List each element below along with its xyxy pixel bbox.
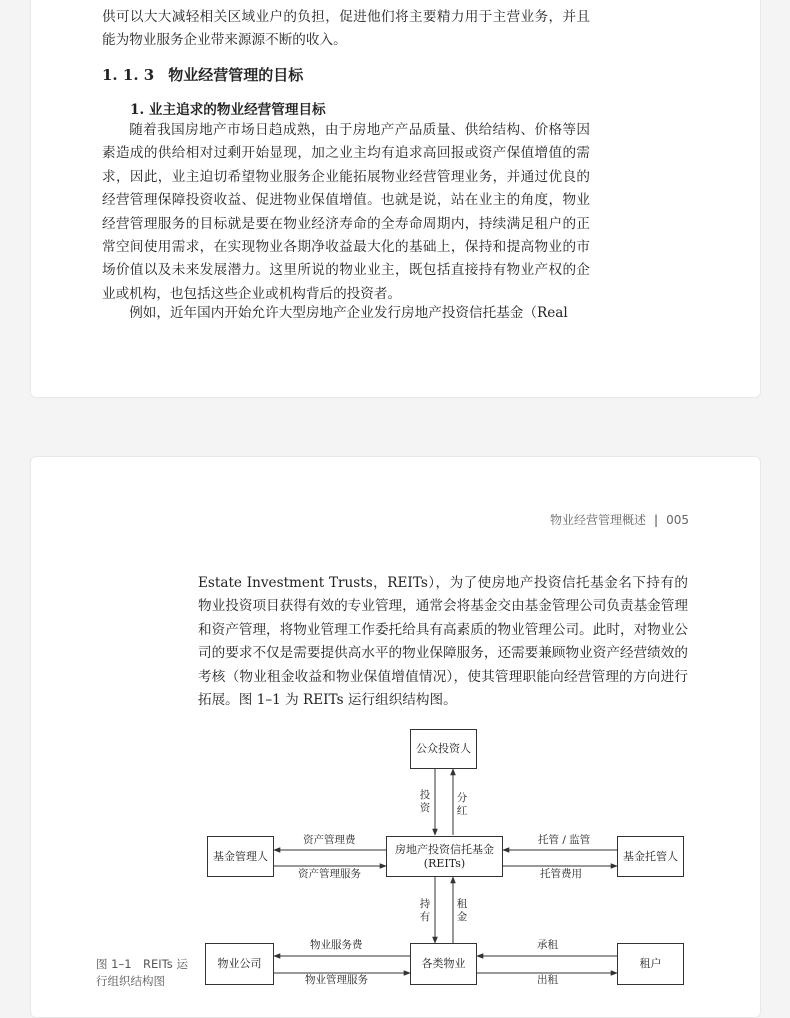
label-invest: 投 资 bbox=[419, 789, 431, 814]
node-properties: 各类物业 bbox=[410, 943, 477, 985]
label-lease-in: 承租 bbox=[537, 939, 558, 951]
label-custody-fee: 托管费用 bbox=[540, 868, 582, 880]
node-custodian: 基金托管人 bbox=[617, 836, 684, 877]
paragraph-1: 随着我国房地产市场日趋成熟，由于房地产产品质量、供给结构、价格等因素造成的供给相对过剩开始显现，加之业主均有追求高回报或资产保值增值的需求，因此，业主迫切希望物业服务企业能拓展物业经营管理业务，并通过优良的经营管理保障投资收益、促进物业保值增值。也就是说，站在业主的角度，物业经营管理服务的目标就是要在物业经济寿命的全寿命周期内，持续满足租户的正常空间使用需求，在实现物业各期净收益最大化的基础上，保持和提高物业的市场价值以及未来发展潜力。这里所说的物业业主，既包括直接持有物业产权的企业或机构，也包括这些企业或机构背后的投资者。 bbox=[102, 122, 590, 302]
paragraph-top: 供可以大大减轻相关区域业户的负担，促进他们将主要精力用于主营业务，并且能为物业服务企业带来源源不断的收入。 bbox=[102, 9, 590, 49]
subheading: 1. 业主追求的物业经营管理目标 bbox=[130, 102, 326, 118]
page-number: 005 bbox=[666, 513, 689, 527]
header-separator: | bbox=[654, 513, 659, 527]
paragraph-3: Estate Investment Trusts，REITs），为了使房地产投资信托基金名下持有的物业投资项目获得有效的专业管理，通常会将基金交由基金管理公司负责基金管理和资产管理，将物业管理工作委托给具有高素质的物业管理公司。此时，对物业公司的要求不仅是需要提供高水平的物业保障服务，还需要兼顾物业资产经营绩效的考核（物业租金收益和物业保值增值情况），使其管理职能向经营管理的方向进行拓展。图 1–1 为 REITs 运行组织结构图。 bbox=[198, 575, 688, 709]
label-pm-fee: 物业服务费 bbox=[310, 939, 363, 951]
label-custody: 托管 / 监管 bbox=[538, 834, 591, 846]
label-pm-service: 物业管理服务 bbox=[305, 974, 368, 986]
label-dividend: 分 红 bbox=[456, 792, 468, 817]
paragraph-2: 例如，近年国内开始允许大型房地产企业发行房地产投资信托基金（Real bbox=[129, 305, 568, 321]
node-property-company: 物业公司 bbox=[205, 943, 274, 985]
section-number: 1. 1. 3 bbox=[102, 66, 155, 84]
label-lease-out: 出租 bbox=[537, 974, 558, 986]
node-investors: 公众投资人 bbox=[410, 729, 477, 769]
section-title: 物业经营管理的目标 bbox=[168, 66, 304, 84]
node-tenants: 租户 bbox=[617, 943, 684, 985]
node-reits-label: 房地产投资信托基金 (REITs) bbox=[395, 842, 494, 870]
node-fund-manager: 基金管理人 bbox=[207, 836, 274, 877]
label-asset-fee: 资产管理费 bbox=[303, 834, 356, 846]
figure-caption: 图 1–1 REITs 运行组织结构图 bbox=[96, 957, 188, 988]
label-asset-service: 资产管理服务 bbox=[298, 868, 361, 880]
label-hold: 持 有 bbox=[419, 898, 431, 923]
label-rent-income: 租 金 bbox=[456, 898, 468, 923]
node-reits bbox=[386, 836, 503, 877]
running-title: 物业经营管理概述 bbox=[550, 513, 647, 527]
